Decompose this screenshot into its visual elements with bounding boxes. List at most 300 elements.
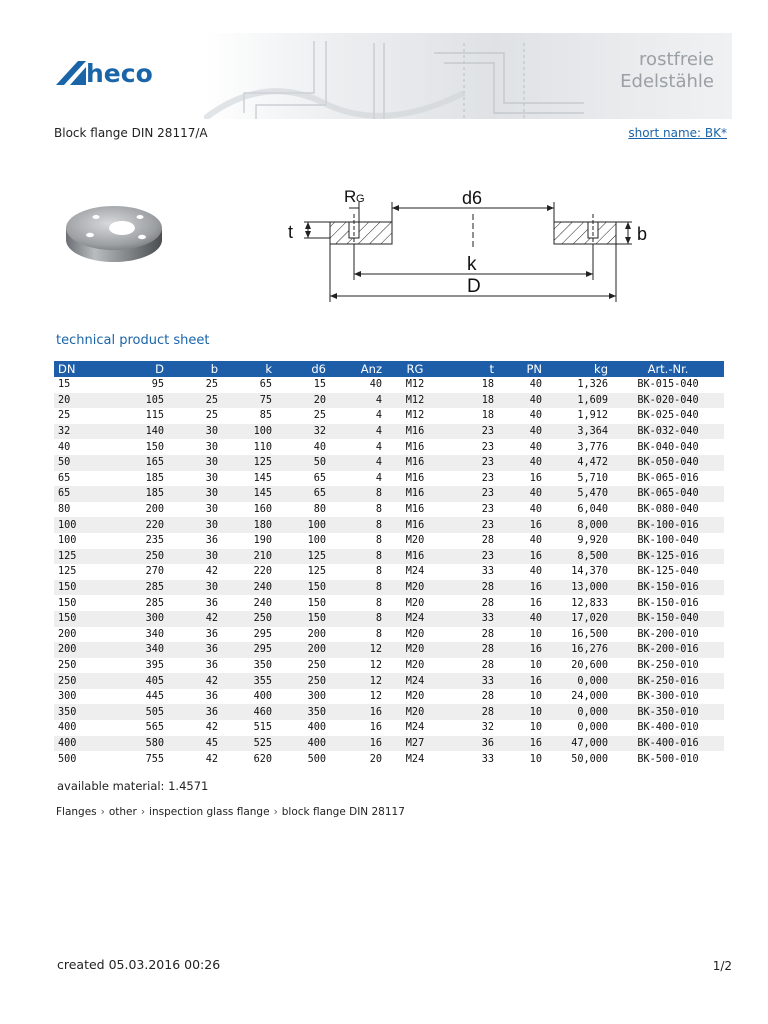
cell-art-nr: BK-200-016 — [612, 642, 724, 658]
table-row — [54, 658, 724, 674]
cell-k: 160 — [253, 504, 272, 516]
cell-anz: 12 — [369, 659, 382, 671]
cell-pn: 40 — [498, 455, 546, 471]
created-timestamp: created 05.03.2016 00:26 — [57, 957, 221, 972]
cell-kg: 13,000 — [546, 580, 612, 596]
cell-b: 42 — [168, 673, 222, 689]
cell-kg: 1,326 — [577, 379, 608, 391]
cell-kg: 6,040 — [577, 504, 608, 516]
cell-art-nr: BK-040-040 — [637, 441, 699, 453]
cell-rg: M16 — [405, 504, 425, 516]
cell-d: 250 — [106, 549, 168, 565]
drawing-label-k: k — [467, 254, 477, 275]
cell-anz: 4 — [375, 441, 382, 453]
table-row — [54, 673, 724, 689]
breadcrumb-separator: › — [100, 806, 105, 818]
cell-k: 85 — [259, 410, 272, 422]
document-title: Block flange DIN 28117/A — [54, 126, 208, 140]
short-name-link[interactable]: short name: BK* — [628, 126, 727, 140]
cell-d6: 20 — [276, 393, 330, 409]
cell-art-nr: BK-250-016 — [612, 673, 724, 689]
cell-pn: 16 — [498, 580, 546, 596]
breadcrumb-item-inspection-glass-flange[interactable]: inspection glass flange — [149, 806, 270, 818]
cell-rg: M20 — [405, 535, 425, 547]
cell-t: 33 — [481, 753, 494, 765]
cell-rg: M12 — [405, 379, 425, 391]
column-header-d6: d6 — [276, 361, 330, 377]
cell-t: 28 — [444, 704, 498, 720]
cell-k: 125 — [222, 455, 276, 471]
cell-d6: 15 — [313, 379, 326, 391]
cell-pn: 16 — [529, 597, 542, 609]
table-row — [54, 580, 724, 596]
cell-dn: 15 — [58, 379, 71, 391]
column-header-dn: DN — [54, 361, 106, 377]
cell-k: 145 — [222, 486, 276, 502]
cell-pn: 40 — [498, 611, 546, 627]
cell-d: 300 — [106, 611, 168, 627]
breadcrumb-separator: › — [140, 806, 146, 818]
cell-d: 185 — [106, 486, 168, 502]
cell-d: 285 — [106, 580, 168, 596]
cell-anz: 8 — [330, 549, 386, 565]
cell-k: 350 — [253, 659, 272, 671]
breadcrumb-item-current: block flange DIN 28117 — [281, 806, 405, 818]
cell-d6: 50 — [276, 455, 330, 471]
cell-d: 235 — [145, 535, 164, 547]
cell-art-nr: BK-015-040 — [637, 379, 699, 391]
cell-d: 140 — [106, 424, 168, 440]
cell-k: 250 — [222, 611, 276, 627]
cell-pn: 10 — [529, 691, 542, 703]
cell-art-nr: BK-065-040 — [612, 486, 724, 502]
cell-dn: 150 — [58, 597, 77, 609]
cell-t: 23 — [444, 517, 498, 533]
available-material: available material: 1.4571 — [57, 779, 209, 793]
cell-d: 565 — [145, 722, 164, 734]
cell-d6: 125 — [276, 549, 330, 565]
cell-t: 23 — [444, 455, 498, 471]
page-number: 1/2 — [712, 959, 732, 973]
cell-b: 36 — [168, 704, 222, 720]
cell-d: 445 — [145, 691, 164, 703]
cell-anz: 4 — [375, 472, 382, 484]
table-row — [54, 720, 724, 736]
cell-k: 295 — [253, 628, 272, 640]
cell-b: 36 — [205, 628, 218, 640]
cell-d: 200 — [145, 504, 164, 516]
cell-kg: 24,000 — [571, 691, 608, 703]
cell-d: 105 — [106, 393, 168, 409]
cell-dn: 100 — [54, 517, 106, 533]
table-row — [54, 595, 724, 611]
cell-kg: 5,470 — [546, 486, 612, 502]
cell-kg: 16,276 — [546, 642, 612, 658]
table-row — [54, 502, 724, 518]
table-row — [54, 533, 724, 549]
cell-art-nr: BK-350-010 — [612, 704, 724, 720]
cell-pn: 10 — [529, 722, 542, 734]
cell-pn: 40 — [529, 441, 542, 453]
cell-art-nr: BK-032-040 — [612, 424, 724, 440]
cell-dn: 400 — [54, 736, 106, 752]
cell-dn: 80 — [58, 504, 71, 516]
table-body — [54, 377, 724, 767]
cell-anz: 12 — [369, 691, 382, 703]
tagline — [620, 49, 714, 93]
cell-d6: 100 — [276, 517, 330, 533]
cell-t: 33 — [444, 673, 498, 689]
cell-k: 295 — [222, 642, 276, 658]
cell-dn: 500 — [58, 753, 77, 765]
cell-pn: 40 — [529, 535, 542, 547]
cell-pn: 40 — [498, 486, 546, 502]
column-header-art-nr: Art.-Nr. — [612, 361, 724, 377]
cell-pn: 40 — [529, 410, 542, 422]
cell-t: 28 — [481, 535, 494, 547]
cell-t: 33 — [444, 611, 498, 627]
cell-d6: 300 — [307, 691, 326, 703]
breadcrumb — [56, 806, 405, 818]
cell-anz: 4 — [375, 410, 382, 422]
table-row — [54, 455, 724, 471]
cell-t: 23 — [481, 441, 494, 453]
cell-k: 460 — [222, 704, 276, 720]
cell-k: 145 — [253, 472, 272, 484]
cell-art-nr: BK-150-016 — [637, 597, 699, 609]
cell-b: 25 — [205, 379, 218, 391]
drawing-label-rg: R — [344, 187, 357, 206]
cell-t: 36 — [444, 736, 498, 752]
cell-k: 100 — [222, 424, 276, 440]
cell-d: 95 — [151, 379, 164, 391]
cell-anz: 8 — [330, 611, 386, 627]
cell-pn: 40 — [498, 424, 546, 440]
table-row — [54, 424, 724, 440]
cell-art-nr: BK-150-016 — [612, 580, 724, 596]
drawing-label-t: t — [288, 222, 294, 242]
cell-b: 25 — [205, 410, 218, 422]
cell-dn: 150 — [54, 580, 106, 596]
column-header-t: t — [444, 361, 498, 377]
cell-k: 355 — [222, 673, 276, 689]
cell-anz: 8 — [330, 580, 386, 596]
cell-anz: 8 — [375, 628, 382, 640]
cell-b: 30 — [205, 441, 218, 453]
table-row — [54, 564, 724, 580]
cell-anz: 4 — [330, 393, 386, 409]
cell-d: 115 — [145, 410, 164, 422]
cell-art-nr: BK-050-040 — [612, 455, 724, 471]
column-header-rg: RG — [386, 361, 444, 377]
cell-d6: 250 — [307, 659, 326, 671]
drawing-label-b: b — [637, 224, 648, 244]
cell-kg: 4,472 — [546, 455, 612, 471]
cell-kg: 8,000 — [546, 517, 612, 533]
cell-pn: 40 — [529, 379, 542, 391]
cell-dn: 65 — [54, 486, 106, 502]
cell-rg: M24 — [405, 566, 425, 578]
cell-rg: M16 — [405, 441, 425, 453]
cell-t: 23 — [444, 424, 498, 440]
cell-d6: 32 — [276, 424, 330, 440]
cell-d6: 80 — [313, 504, 326, 516]
cell-art-nr: BK-125-016 — [612, 549, 724, 565]
cell-kg: 20,600 — [571, 659, 608, 671]
cell-t: 18 — [481, 410, 494, 422]
cell-rg: M20 — [405, 691, 425, 703]
cell-b: 36 — [205, 535, 218, 547]
cell-k: 240 — [253, 597, 272, 609]
cell-rg: M24 — [405, 753, 425, 765]
cell-dn: 20 — [54, 393, 106, 409]
cell-pn: 16 — [498, 642, 546, 658]
column-header-pn: PN — [498, 361, 546, 377]
cell-anz: 16 — [330, 736, 386, 752]
cell-t: 28 — [481, 691, 494, 703]
cell-d: 340 — [106, 642, 168, 658]
cell-d6: 200 — [276, 642, 330, 658]
cell-art-nr: BK-400-010 — [637, 722, 699, 734]
cell-kg: 8,500 — [546, 549, 612, 565]
cell-t: 23 — [444, 486, 498, 502]
cell-pn: 40 — [529, 504, 542, 516]
cell-t: 28 — [444, 642, 498, 658]
column-header-d: D — [106, 361, 168, 377]
cell-anz: 4 — [330, 455, 386, 471]
cell-kg: 17,020 — [546, 611, 612, 627]
cell-d6: 500 — [307, 753, 326, 765]
cell-dn: 200 — [58, 628, 77, 640]
table-row — [54, 408, 724, 424]
header-banner — [54, 33, 732, 119]
cell-kg: 0,000 — [577, 722, 608, 734]
cell-kg: 12,833 — [571, 597, 608, 609]
cell-d: 220 — [106, 517, 168, 533]
cell-t: 28 — [444, 580, 498, 596]
cell-d6: 250 — [276, 673, 330, 689]
cell-pn: 16 — [498, 549, 546, 565]
cell-pn: 10 — [529, 628, 542, 640]
cell-d: 185 — [145, 472, 164, 484]
cell-b: 30 — [205, 472, 218, 484]
technical-drawing — [282, 184, 662, 304]
tagline-line1: rostfreie — [639, 49, 714, 70]
cell-kg: 0,000 — [546, 673, 612, 689]
cell-kg: 1,912 — [577, 410, 608, 422]
cell-rg: M20 — [386, 580, 444, 596]
drawing-label-rg-sub: G — [356, 193, 365, 205]
cell-t: 33 — [481, 566, 494, 578]
cell-rg: M24 — [405, 722, 425, 734]
cell-anz: 8 — [330, 486, 386, 502]
cell-rg: M16 — [386, 455, 444, 471]
cell-rg: M24 — [386, 673, 444, 689]
cell-b: 42 — [168, 611, 222, 627]
cell-art-nr: BK-080-040 — [637, 504, 699, 516]
cell-d: 405 — [106, 673, 168, 689]
product-photo — [56, 190, 172, 276]
cell-d: 270 — [145, 566, 164, 578]
cell-anz: 8 — [375, 535, 382, 547]
cell-pn: 16 — [498, 736, 546, 752]
cell-k: 525 — [222, 736, 276, 752]
cell-dn: 200 — [54, 642, 106, 658]
cell-b: 30 — [168, 486, 222, 502]
breadcrumb-separator: › — [273, 806, 278, 818]
cell-t: 28 — [481, 597, 494, 609]
table-row — [54, 736, 724, 752]
table-row — [54, 377, 724, 393]
cell-dn: 65 — [58, 472, 71, 484]
tagline-line2: Edelstähle — [620, 71, 714, 92]
cell-dn: 150 — [54, 611, 106, 627]
section-title: technical product sheet — [56, 333, 210, 348]
column-header-anz: Anz — [330, 361, 386, 377]
cell-d6: 150 — [276, 580, 330, 596]
cell-art-nr: BK-400-016 — [612, 736, 724, 752]
cell-k: 65 — [259, 379, 272, 391]
cell-pn: 16 — [498, 673, 546, 689]
cell-b: 42 — [205, 566, 218, 578]
cell-b: 45 — [168, 736, 222, 752]
table-row — [54, 471, 724, 487]
cell-kg: 0,000 — [546, 704, 612, 720]
cell-dn: 100 — [58, 535, 77, 547]
cell-dn: 25 — [58, 410, 71, 422]
cell-anz: 16 — [330, 704, 386, 720]
cell-dn: 400 — [58, 722, 77, 734]
cell-k: 620 — [253, 753, 272, 765]
cell-d: 165 — [106, 455, 168, 471]
cell-d: 580 — [106, 736, 168, 752]
table-header-row — [54, 361, 724, 377]
cell-d6: 400 — [307, 722, 326, 734]
table-row — [54, 751, 724, 767]
cell-t: 28 — [481, 659, 494, 671]
cell-anz: 12 — [330, 642, 386, 658]
cell-kg: 50,000 — [571, 753, 608, 765]
cell-rg: M16 — [386, 549, 444, 565]
cell-b: 25 — [168, 393, 222, 409]
cell-b: 42 — [205, 753, 218, 765]
cell-art-nr: BK-300-010 — [637, 691, 699, 703]
cell-art-nr: BK-025-040 — [637, 410, 699, 422]
cell-d: 285 — [145, 597, 164, 609]
cell-b: 30 — [205, 504, 218, 516]
cell-t: 23 — [481, 504, 494, 516]
breadcrumb-item-flanges[interactable]: Flanges — [56, 806, 97, 818]
table-row — [54, 689, 724, 705]
cell-rg: M12 — [386, 393, 444, 409]
cell-dn: 125 — [58, 566, 77, 578]
cell-pn: 16 — [529, 472, 542, 484]
cell-art-nr: BK-065-016 — [637, 472, 699, 484]
cell-rg: M20 — [386, 704, 444, 720]
cell-pn: 10 — [498, 704, 546, 720]
cell-dn: 250 — [54, 673, 106, 689]
cell-anz: 8 — [375, 504, 382, 516]
cell-kg: 3,364 — [546, 424, 612, 440]
cell-rg: M16 — [386, 424, 444, 440]
cell-rg: M16 — [405, 472, 425, 484]
cell-d6: 100 — [307, 535, 326, 547]
cell-t: 18 — [481, 379, 494, 391]
cell-b: 30 — [168, 455, 222, 471]
cell-rg: M20 — [405, 597, 425, 609]
cell-dn: 50 — [54, 455, 106, 471]
drawing-label-d6: d6 — [462, 188, 483, 208]
cell-d: 340 — [145, 628, 164, 640]
cell-k: 220 — [253, 566, 272, 578]
cell-kg: 1,609 — [546, 393, 612, 409]
cell-pn: 40 — [498, 393, 546, 409]
cell-d6: 25 — [313, 410, 326, 422]
drawing-label-D: D — [467, 276, 481, 297]
cell-k: 210 — [222, 549, 276, 565]
cell-anz: 4 — [330, 424, 386, 440]
column-header-kg: kg — [546, 361, 612, 377]
breadcrumb-item-other[interactable]: other — [108, 806, 137, 818]
cell-d: 395 — [145, 659, 164, 671]
table-row — [54, 627, 724, 643]
cell-d6: 40 — [313, 441, 326, 453]
cell-art-nr: BK-100-016 — [612, 517, 724, 533]
cell-art-nr: BK-150-040 — [612, 611, 724, 627]
table-row — [54, 549, 724, 565]
cell-rg: M16 — [386, 517, 444, 533]
cell-d6: 65 — [313, 472, 326, 484]
cell-rg: M12 — [405, 410, 425, 422]
cell-anz: 8 — [375, 566, 382, 578]
cell-d6: 350 — [276, 704, 330, 720]
cell-k: 75 — [222, 393, 276, 409]
cell-t: 28 — [481, 628, 494, 640]
cell-dn: 125 — [54, 549, 106, 565]
cell-k: 180 — [222, 517, 276, 533]
cell-rg: M16 — [386, 486, 444, 502]
cell-d6: 150 — [276, 611, 330, 627]
cell-kg: 5,710 — [577, 472, 608, 484]
logo-text: heco — [86, 59, 153, 88]
cell-art-nr: BK-125-040 — [637, 566, 699, 578]
cell-art-nr: BK-250-010 — [637, 659, 699, 671]
cell-dn: 32 — [54, 424, 106, 440]
cell-k: 190 — [253, 535, 272, 547]
spec-table — [54, 361, 724, 767]
cell-k: 515 — [253, 722, 272, 734]
cell-pn: 10 — [529, 753, 542, 765]
cell-kg: 9,920 — [577, 535, 608, 547]
cell-b: 36 — [168, 642, 222, 658]
cell-d6: 125 — [307, 566, 326, 578]
cell-kg: 14,370 — [571, 566, 608, 578]
cell-d: 150 — [145, 441, 164, 453]
cell-rg: M27 — [386, 736, 444, 752]
cell-dn: 350 — [54, 704, 106, 720]
cell-pn: 10 — [529, 659, 542, 671]
cell-rg: M20 — [405, 628, 425, 640]
cell-t: 23 — [444, 549, 498, 565]
table-row — [54, 611, 724, 627]
cell-pn: 40 — [529, 566, 542, 578]
cell-k: 110 — [253, 441, 272, 453]
cell-b: 36 — [205, 659, 218, 671]
cell-pn: 16 — [498, 517, 546, 533]
column-header-k: k — [222, 361, 276, 377]
table-row — [54, 393, 724, 409]
cell-anz: 8 — [330, 517, 386, 533]
